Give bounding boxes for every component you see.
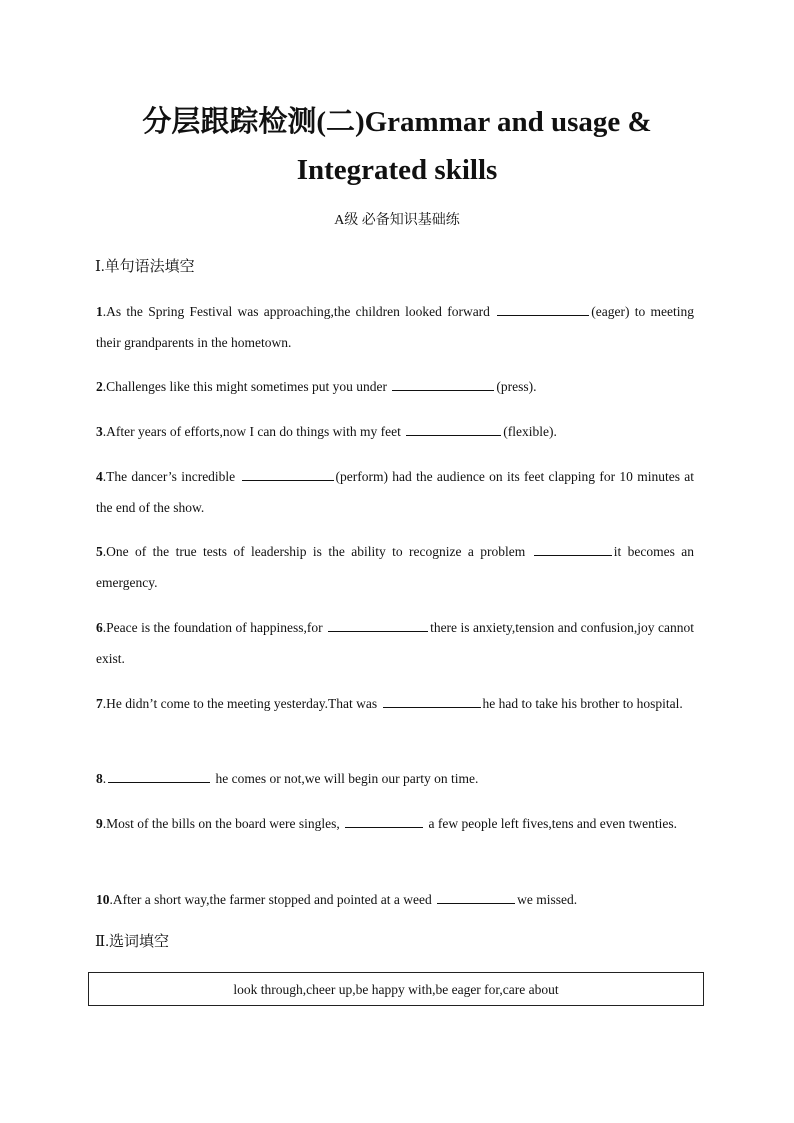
question-text-before: .Peace is the foundation of happiness,for: [102, 620, 323, 635]
question-number: 2: [96, 379, 103, 394]
question-text-before: .Most of the bills on the board were singles,: [102, 816, 340, 831]
question-number: 5: [96, 544, 103, 559]
question-number: 10: [96, 892, 110, 907]
question-9: [96, 808, 694, 839]
answer-blank[interactable]: [437, 891, 515, 904]
question-text-after: we missed.: [517, 892, 578, 907]
answer-blank[interactable]: [497, 303, 589, 316]
word-bank-box: look through,cheer up,be happy with,be eager for,care about: [88, 972, 704, 1006]
question-1: [96, 296, 694, 358]
question-number: 9: [96, 816, 103, 831]
question-number: 6: [96, 620, 103, 635]
question-6: [96, 612, 694, 674]
question-number: 1: [96, 304, 103, 319]
question-5: [96, 536, 694, 598]
question-text-before: .He didn’t come to the meeting yesterday.That was: [102, 696, 378, 711]
answer-blank[interactable]: [406, 423, 501, 436]
question-number: 4: [96, 469, 103, 484]
question-text-before: .Challenges like this might sometimes put you under: [102, 379, 387, 394]
question-number: 3: [96, 424, 103, 439]
question-4: [96, 461, 694, 523]
answer-blank[interactable]: [345, 815, 423, 828]
question-text-before: .: [102, 771, 107, 786]
answer-blank[interactable]: [383, 695, 481, 708]
question-2: [96, 371, 694, 402]
answer-blank[interactable]: [242, 468, 334, 481]
level-subtitle: A级 必备知识基础练: [334, 213, 460, 228]
answer-blank[interactable]: [392, 378, 494, 391]
page-title-line2: Integrated skills: [296, 154, 498, 186]
page-title-line1: 分层跟踪检测(二)Grammar and usage &: [142, 106, 652, 138]
question-text-before: .One of the true tests of leadership is the ability to recognize a problem: [102, 544, 526, 559]
question-text-after: (press).: [496, 379, 537, 394]
answer-blank[interactable]: [108, 770, 210, 783]
question-text-after: (eager) to meeting their grandparents in the hometown.: [96, 304, 695, 350]
question-text-after: there is anxiety,tension and confusion,joy cannot exist.: [96, 620, 695, 666]
answer-blank[interactable]: [534, 543, 612, 556]
question-7: [96, 688, 694, 719]
question-text-after: he had to take his brother to hospital.: [482, 696, 683, 711]
answer-blank[interactable]: [328, 619, 428, 632]
question-3: [96, 416, 694, 447]
question-number: 8: [96, 771, 103, 786]
question-text-after: he comes or not,we will begin our party on time.: [215, 771, 479, 786]
question-text-after: (perform) had the audience on its feet clapping for 10 minutes at the end of the show.: [96, 469, 694, 515]
question-10: [96, 884, 694, 915]
section-heading-word-choice: Ⅱ.选词填空: [95, 934, 169, 950]
section-heading-grammar: Ⅰ.单句语法填空: [95, 259, 195, 275]
question-text-before: .As the Spring Festival was approaching,the children looked forward: [102, 304, 490, 319]
question-number: 7: [96, 696, 103, 711]
question-text-after: a few people left fives,tens and even twenties.: [428, 816, 677, 831]
question-8: [96, 763, 694, 794]
question-text-after: it becomes an emergency.: [96, 544, 694, 590]
question-text-after: (flexible).: [503, 424, 557, 439]
question-text-before: .After a short way,the farmer stopped and pointed at a weed: [109, 892, 432, 907]
question-text-before: .The dancer’s incredible: [102, 469, 236, 484]
question-text-before: .After years of efforts,now I can do things with my feet: [102, 424, 401, 439]
page-title: [0, 98, 794, 194]
